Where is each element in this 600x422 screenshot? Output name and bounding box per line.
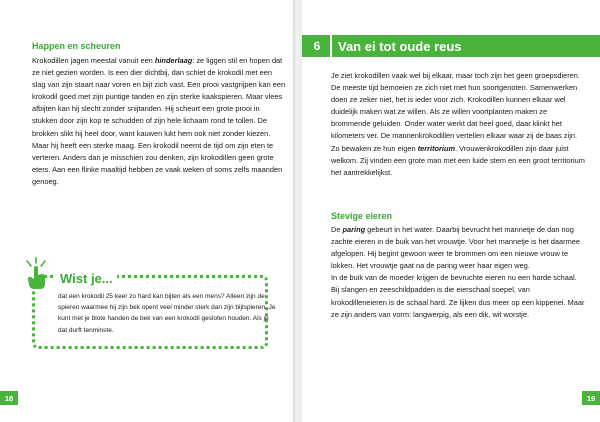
intro-part-2: . Vrouwenkrokodillen zijn daar juist welkom. Zij vinden een grote man met een luide stem en een groot territorium het aantrekkelijkst. bbox=[331, 143, 585, 177]
paring-paragraph bbox=[331, 224, 586, 272]
chapter-divider bbox=[330, 35, 332, 57]
wist-je-text: dat een krokodil 25 keer zo hard kan bijten als een mens? Alleen zijn de spieren waarmee hij zijn bek opent veel minder sterk dan zijn bijtspieren. Je kunt met je blote handen de bek van een krokodil gesloten houden. Als je dat durft tenminste. bbox=[58, 293, 276, 334]
chapter-title: Van ei tot oude reus bbox=[338, 38, 462, 54]
left-paragraph-rest: : ze liggen stil en hopen dat ze niet gezien worden. Is een dier dichtbij, dan schiet de krokodil met een slag van zijn staart naar voren en bijt zich vast. Een prooi vastgrijpen kan een krokodil goed met zijn puntige tanden en zijn sterke kaakspieren. Maar vlees afbijten kan hij slecht zonder snijtanden. Hij scheurt een grote prooi in stukken door zijn kop te schudden of zijn hele lichaam rond te tollen. De brokken slikt hij heel door, want kauwen lukt hem ook niet zonder kiezen. Maar hij heeft een sterke maag. Een krokodil neemt de tijd om zijn eten te verteren. Anders dan je misschien zou denken, zijn krokodillen geen grote eters. Aan een flinke maaltijd hebben ze vaak weken of soms zelfs maanden genoeg. bbox=[32, 56, 286, 186]
page-number-right: 19 bbox=[582, 391, 600, 405]
page-number-left: 18 bbox=[0, 391, 18, 405]
paring-rest: gebeurt in het water. Daarbij bevrucht het mannetje de dan nog zachte eieren in de buik van het vrouwtje. Voor het mannetje is het daarmee afgelopen. Hij begint gewoon weer te brommen om een nieuwe vrouw te lokken. Het vrouwtje gaat na de paring weer haar eigen weg. bbox=[331, 225, 580, 271]
pointing-hand-icon bbox=[24, 257, 54, 291]
paring-pre: De bbox=[331, 225, 343, 234]
wist-je-box bbox=[26, 265, 276, 345]
intro-paragraph bbox=[331, 70, 586, 179]
right-page bbox=[302, 0, 600, 422]
term-paring: paring bbox=[342, 225, 366, 234]
chapter-number: 6 bbox=[313, 39, 321, 53]
chapter-header bbox=[302, 35, 600, 57]
eieren-paragraph: In de buik van de moeder krijgen de bevruchte eieren nu een harde schaal. Bij slangen en zeeschildpadden is die eierschaal soepel, van krokodilleneieren is de schaal hard. Ze lijken dus meer op een kippenei. Maar ze zijn anders van vorm: langwerpig, als een dik, wit worstje. bbox=[331, 273, 585, 319]
book-gutter bbox=[293, 0, 302, 422]
term-territorium: territorium bbox=[417, 143, 456, 153]
left-paragraph bbox=[32, 55, 287, 188]
left-page bbox=[0, 0, 293, 422]
eieren-section bbox=[331, 224, 586, 321]
left-paragraph-start: Krokodillen jagen meestal vanuit een bbox=[32, 56, 155, 65]
section-heading-stevige-eieren: Stevige eieren bbox=[331, 211, 393, 221]
term-hinderlaag: hinderlaag bbox=[154, 56, 193, 65]
section-heading-happen: Happen en scheuren bbox=[32, 41, 121, 51]
wist-je-title: Wist je... bbox=[56, 271, 117, 286]
intro-part-1: Je ziet krokodillen vaak wel bij elkaar, maar toch zijn het geen groepsdieren. De meeste tijd bemoeien ze zich niet met hun soortgenoten. Samenwerken doen ze zeker niet, het is ieder voor zich. Krokodillen kunnen elkaar wel duidelijk maken wat ze willen. Als ze willen voortplanten maken ze brommende geluiden. Onder water werkt dat heel goed, daar klinkt het kilometers ver. De mannenkrokodillen vertellen elkaar waar zij de baas zijn. Zo bewaken ze hun eigen bbox=[331, 71, 580, 153]
